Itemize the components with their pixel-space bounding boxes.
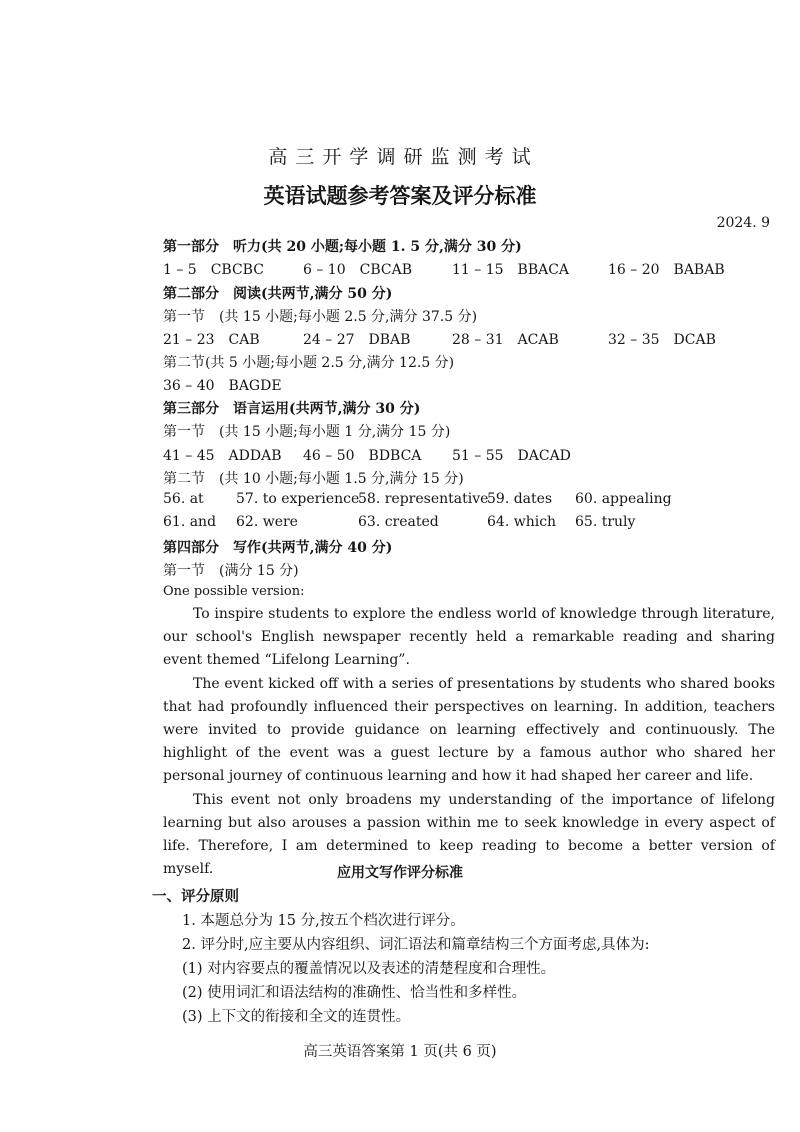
part3-section2-heading: 第二节 (共 10 小题;每小题 1.5 分,满分 15 分) bbox=[163, 471, 464, 487]
part3-section1-heading: 第一节 (共 15 小题;每小题 1 分,满分 15 分) bbox=[163, 424, 451, 440]
answer-group: 1 – 5 CBCBC bbox=[163, 262, 264, 278]
rubric-item: (2) 使用词汇和语法结构的准确性、恰当性和多样性。 bbox=[182, 985, 527, 1001]
rubric-principles-heading: 一、评分原则 bbox=[152, 888, 239, 905]
version-label: One possible version: bbox=[163, 584, 305, 599]
answer-group: 46 – 50 BDBCA bbox=[303, 448, 422, 464]
exam-date: 2024. 9 bbox=[716, 215, 770, 231]
essay-paragraph bbox=[163, 603, 775, 672]
answer-group: 16 – 20 BABAB bbox=[608, 262, 725, 278]
rubric-item: (1) 对内容要点的覆盖情况以及表述的清楚程度和合理性。 bbox=[182, 961, 556, 977]
cloze-answer: 61. and bbox=[163, 514, 217, 530]
cloze-answer: 56. at bbox=[163, 491, 204, 507]
cloze-answer: 63. created bbox=[358, 514, 439, 530]
cloze-answer: 58. representative bbox=[358, 491, 489, 507]
part1-heading: 第一部分 听力(共 20 小题;每小题 1. 5 分,满分 30 分) bbox=[163, 239, 522, 255]
cloze-answer: 57. to experience bbox=[236, 491, 360, 507]
answer-group: 32 – 35 DCAB bbox=[608, 332, 716, 348]
page-title: 英语试题参考答案及评分标准 bbox=[263, 183, 537, 208]
cloze-answer: 64. which bbox=[487, 514, 557, 530]
essay-paragraph bbox=[163, 673, 775, 788]
answer-group: 6 – 10 CBCAB bbox=[303, 262, 412, 278]
exam-subtitle: 高 三 开 学 调 研 监 测 考 试 bbox=[268, 146, 532, 168]
rubric-item: 1. 本题总分为 15 分,按五个档次进行评分。 bbox=[182, 913, 465, 929]
part3-heading: 第三部分 语言运用(共两节,满分 30 分) bbox=[163, 401, 421, 417]
answer-group: 21 – 23 CAB bbox=[163, 332, 260, 348]
rubric-title: 应用文写作评分标准 bbox=[337, 865, 463, 881]
part2-heading: 第二部分 阅读(共两节,满分 50 分) bbox=[163, 286, 393, 302]
rubric-item: (3) 上下文的衔接和全文的连贯性。 bbox=[182, 1009, 411, 1025]
cloze-answer: 60. appealing bbox=[575, 491, 672, 507]
part2-section1-heading: 第一节 (共 15 小题;每小题 2.5 分,满分 37.5 分) bbox=[163, 309, 478, 325]
cloze-answer: 59. dates bbox=[487, 491, 553, 507]
essay-paragraph-text: This event not only broadens my understanding of the importance of lifelong learning but also arouses a passion within me to seek knowledge in every aspect of life. Therefore, I am determined to keep reading to become a better version of myself. bbox=[163, 792, 775, 877]
part4-heading: 第四部分 写作(共两节,满分 40 分) bbox=[163, 540, 393, 556]
part4-section1-heading: 第一节 (满分 15 分) bbox=[163, 563, 299, 579]
rubric-item: 2. 评分时,应主要从内容组织、词汇语法和篇章结构三个方面考虑,具体为: bbox=[182, 937, 650, 953]
answer-group: 28 – 31 ACAB bbox=[452, 332, 559, 348]
essay-paragraph-text: To inspire students to explore the endless world of knowledge through literature, our school's English newspaper recently held a remarkable reading and sharing event themed “Lifelong Learning”. bbox=[163, 606, 775, 668]
answer-group: 24 – 27 DBAB bbox=[303, 332, 411, 348]
answer-group: 41 – 45 ADDAB bbox=[163, 448, 282, 464]
answer-group: 36 – 40 BAGDE bbox=[163, 378, 282, 394]
answer-group: 51 – 55 DACAD bbox=[452, 448, 571, 464]
cloze-answer: 62. were bbox=[236, 514, 298, 530]
cloze-answer: 65. truly bbox=[575, 514, 636, 530]
page-footer: 高三英语答案第 1 页(共 6 页) bbox=[303, 1044, 497, 1060]
part2-section2-heading: 第二节(共 5 小题;每小题 2.5 分,满分 12.5 分) bbox=[163, 355, 455, 371]
essay-paragraph-text: The event kicked off with a series of presentations by students who shared books that had profoundly influenced their perspectives on learning. In addition, teachers were invited to provide guidance on learning effectively and continuously. The highlight of the event was a guest lecture by a famous author who shared her personal journey of continuous learning and how it had shaped her career and life. bbox=[163, 676, 775, 784]
answer-group: 11 – 15 BBACA bbox=[452, 262, 570, 278]
